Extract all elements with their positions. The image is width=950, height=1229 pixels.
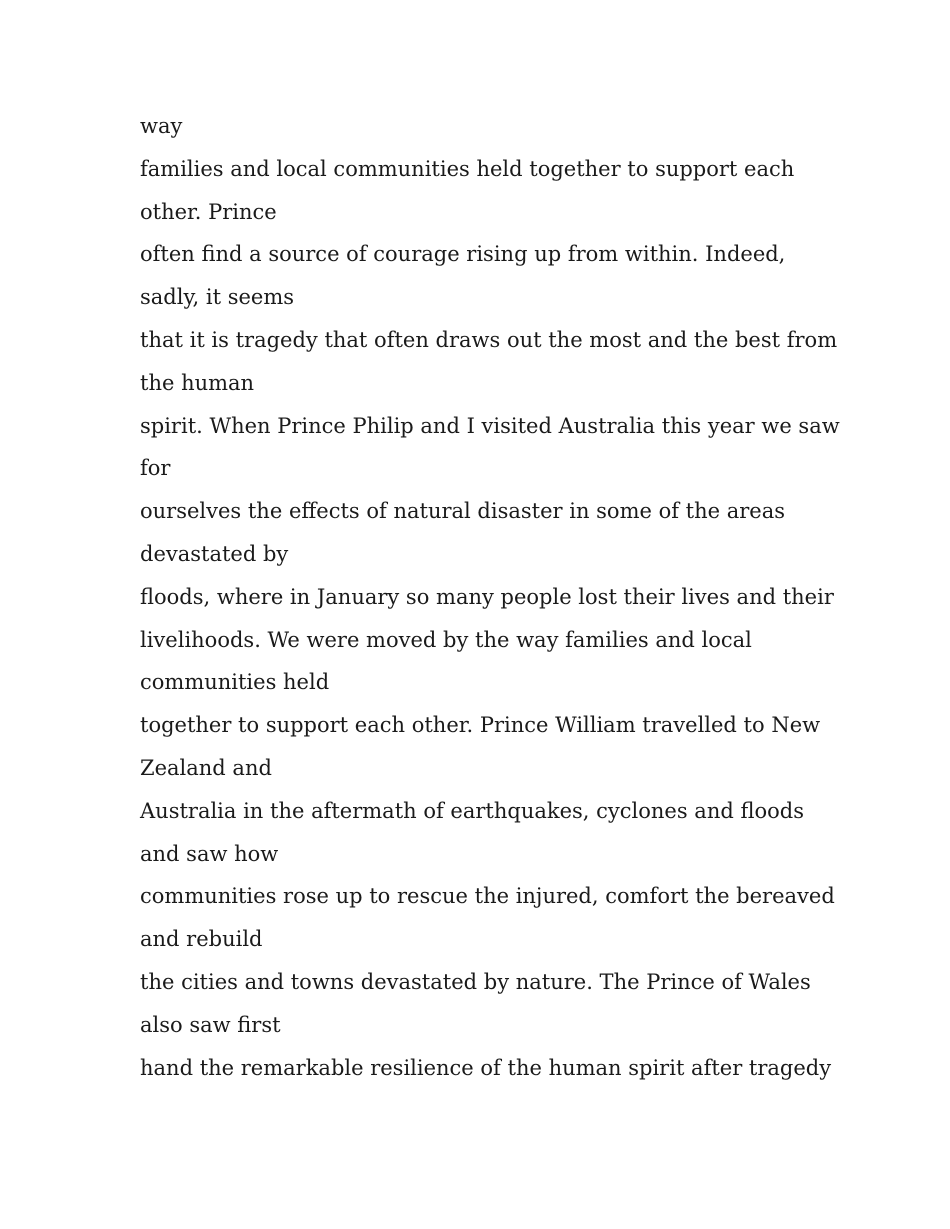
text-line: spirit. When Prince Philip and I visited Australia this year we saw [140, 413, 840, 438]
text-line: families and local communities held together to support each [140, 156, 795, 181]
text-line: livelihoods. We were moved by the way families and local [140, 627, 752, 652]
text-line: hand the remarkable resilience of the human spirit after tragedy [140, 1055, 832, 1080]
text-line: ourselves the effects of natural disaster in some of the areas [140, 499, 786, 524]
text-line: for [140, 456, 171, 481]
text-line: other. Prince [140, 199, 277, 224]
text-line: communities held [140, 670, 330, 695]
text-line: way [140, 114, 183, 138]
text-line: together to support each other. Prince William travelled to New [140, 713, 821, 738]
text-line: Australia in the aftermath of earthquakes, cyclones and floods [140, 798, 804, 823]
text-line: the cities and towns devastated by nature. The Prince of Wales [140, 969, 811, 994]
text-line: communities rose up to rescue the injured, comfort the bereaved [140, 884, 835, 909]
text-line: also saw first [140, 1012, 281, 1037]
text-line: often find a source of courage rising up from within. Indeed, [140, 242, 786, 267]
text-line: that it is tragedy that often draws out the most and the best from [140, 327, 838, 352]
body-text [140, 105, 840, 1089]
text-line: and saw how [140, 841, 279, 866]
text-line: floods, where in January so many people lost their lives and their [140, 584, 834, 609]
text-line: the human [140, 370, 255, 395]
text-line: sadly, it seems [140, 285, 295, 310]
text-line: devastated by [140, 541, 289, 566]
text-line: and rebuild [140, 927, 263, 952]
text-line: Zealand and [140, 755, 272, 780]
